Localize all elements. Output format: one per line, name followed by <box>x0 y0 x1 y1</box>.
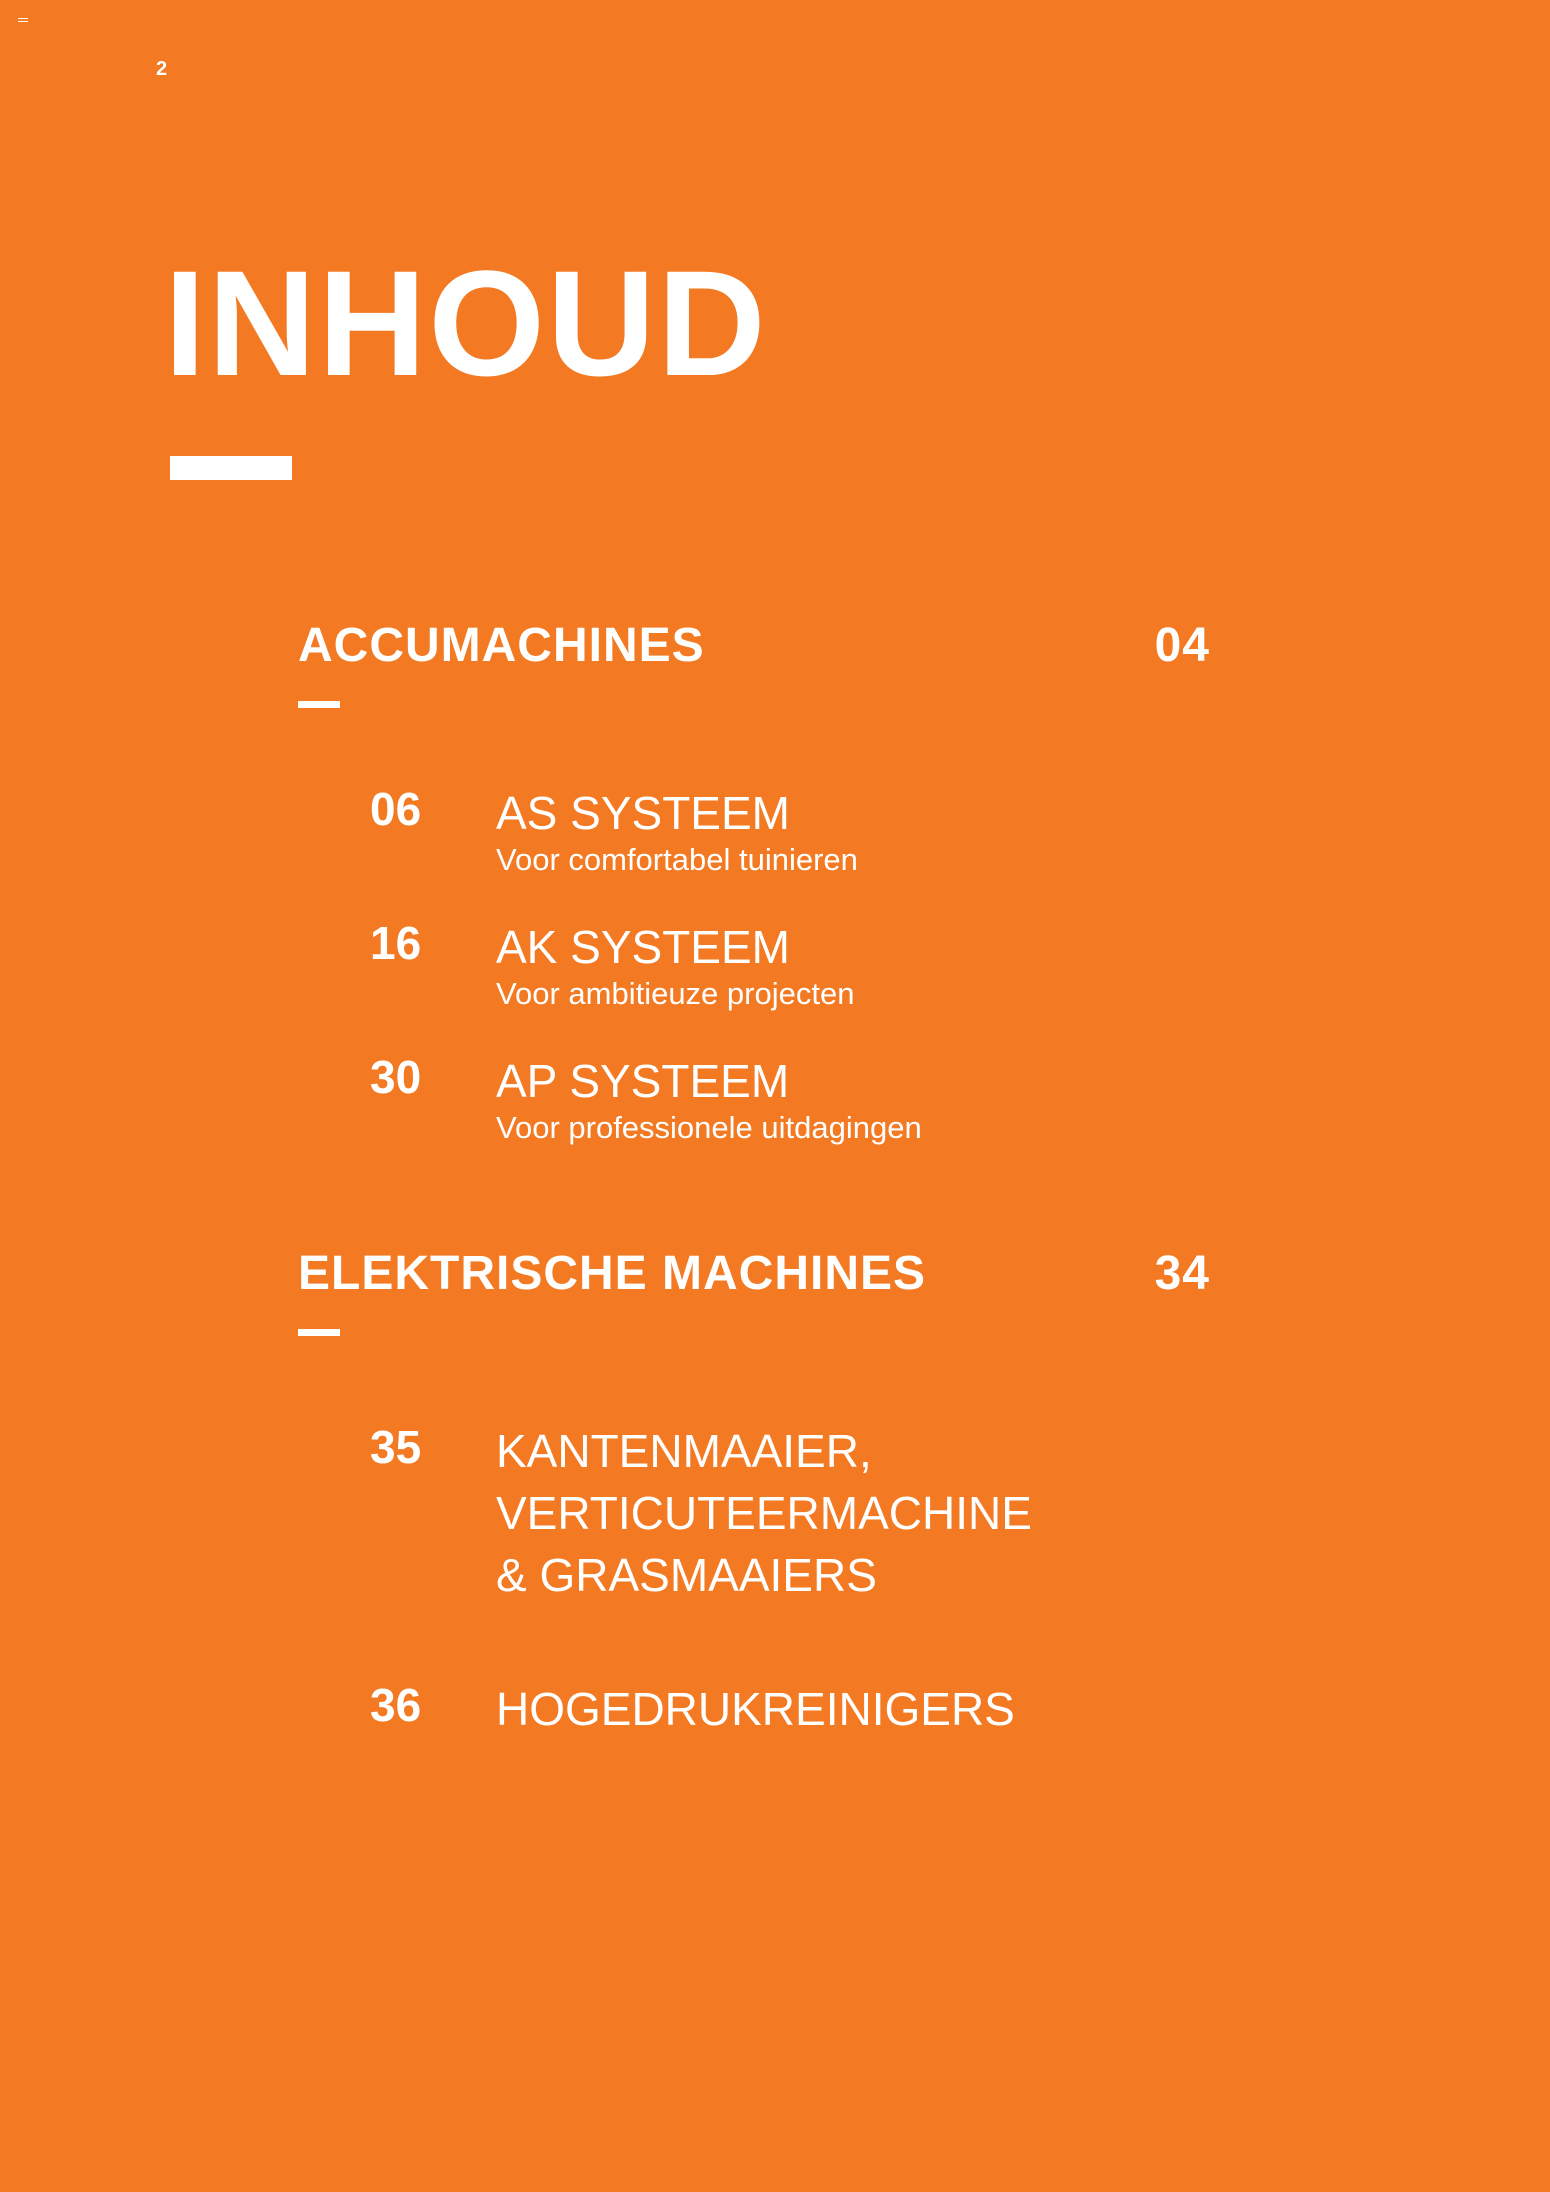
toc-subtitle: Voor comfortabel tuinieren <box>496 842 858 877</box>
toc-title-line: VERTICUTEERMACHINE <box>496 1487 1032 1539</box>
section-rule <box>298 701 340 708</box>
toc-item-ak-systeem[interactable] <box>370 916 854 1014</box>
section-page-number: 34 <box>1154 1247 1210 1300</box>
toc-subtitle: Voor ambitieuze projecten <box>496 976 855 1011</box>
toc-title-line: KANTENMAAIER, <box>496 1425 872 1477</box>
toc-page-number: 06 <box>370 783 422 835</box>
section-rule <box>298 1329 340 1336</box>
page-number: 2 <box>156 58 168 80</box>
toc-title: HOGEDRUKREINIGERS <box>496 1683 1015 1735</box>
toc-title: AK SYSTEEM <box>496 921 790 973</box>
toc-title: AP SYSTEEM <box>496 1055 790 1107</box>
section-accumachines <box>298 618 1210 708</box>
title-underline <box>170 456 292 480</box>
toc-page-number: 36 <box>370 1679 422 1731</box>
page-title: INHOUD <box>164 239 768 407</box>
toc-item-ap-systeem[interactable] <box>370 1050 922 1148</box>
section-heading: ACCUMACHINES <box>298 619 705 672</box>
toc-title: AS SYSTEEM <box>496 787 790 839</box>
corner-menu-icon <box>18 18 28 26</box>
toc-page-number: 30 <box>370 1051 422 1103</box>
toc-item-kantenmaaier[interactable] <box>370 1420 1032 1606</box>
toc-item-as-systeem[interactable] <box>370 782 858 880</box>
toc-page-number: 16 <box>370 917 422 969</box>
toc-title-line: & GRASMAAIERS <box>496 1549 877 1601</box>
section-elektrische-machines <box>298 1246 1210 1336</box>
toc-subtitle: Voor professionele uitdagingen <box>496 1110 922 1145</box>
toc-page-number: 35 <box>370 1421 422 1473</box>
section-heading: ELEKTRISCHE MACHINES <box>298 1247 927 1300</box>
section-page-number: 04 <box>1154 619 1210 672</box>
toc-item-hogedrukreinigers[interactable] <box>370 1678 1015 1740</box>
